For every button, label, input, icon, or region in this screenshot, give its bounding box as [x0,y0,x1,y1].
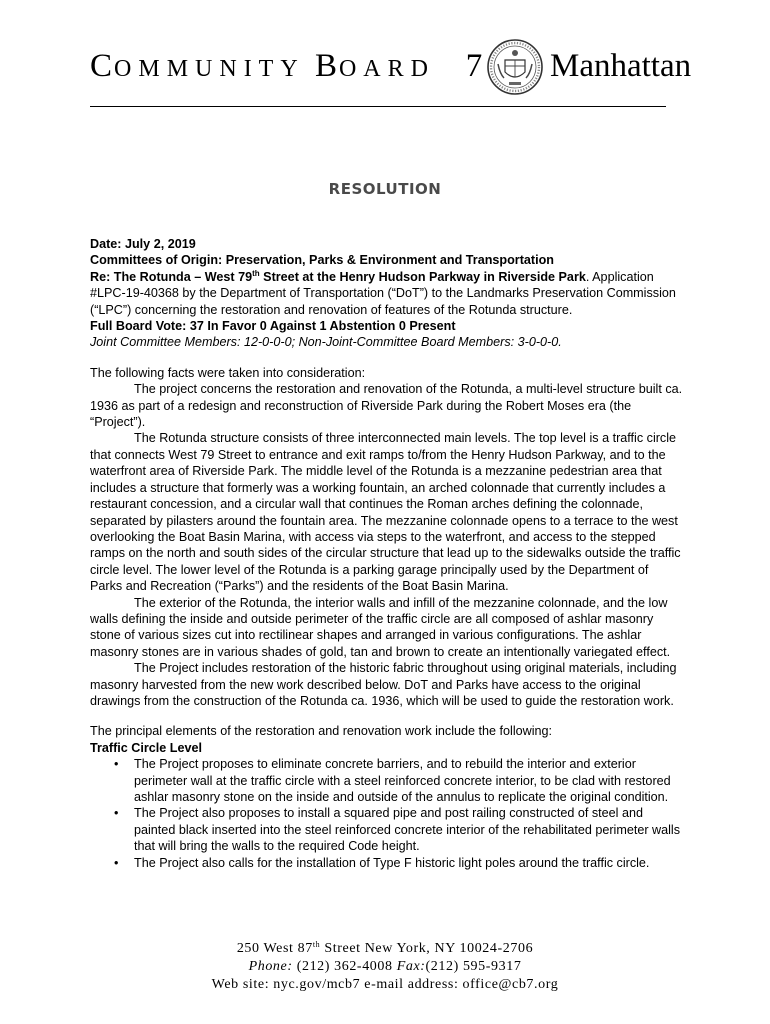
fact-paragraph: The Project includes restoration of the historic fabric throughout using original materials, including masonry harvested from the new work described below. DoT and Parks have access to the original drawings from the construction of the Rotunda ca. 1936, which will be used to guide the restoration work. [90,661,677,708]
board-name [90,48,484,85]
elements-intro: The principal elements of the restoration and renovation work include the following: [90,724,553,739]
subject-title-sup: th [252,268,260,278]
spacer [90,351,684,365]
document-title: RESOLUTION [328,180,442,198]
facts-intro: The following facts were taken into consideration: [90,365,366,380]
spacer [90,709,684,723]
phone-label: Phone: [248,959,293,974]
fax-number: (212) 595-9317 [425,959,522,974]
fact-paragraph: The project concerns the restoration and renovation of the Rotunda, a multi-level structure built ca. 1936 as part of a redesign and reconstruction of Riverside Park during the Robert Moses era (the “Project”). [90,382,683,430]
letterhead [90,44,692,104]
board-name-initial-c: C [90,48,115,84]
subject-title-a: Re: The Rotunda – West 79 [90,269,253,284]
list-item: • The Project also calls for the installation of Type F historic light poles around the traffic circle. [134,855,684,871]
letterhead-footer [0,940,770,994]
footer-address-a: 250 West 87 [236,941,313,956]
footer-phone-fax [0,958,770,976]
footer-address-b: Street New York, NY 10024-2706 [320,941,534,956]
fact-paragraph: The exterior of the Rotunda, the interior walls and infill of the mezzanine colonnade, and the low walls defining the inside and outside perimeter of the traffic circle are all composed of ashlar masonry stone of various sizes cut into rectilinear shapes and arranged in various configurations. The ashlar masonry stones are in various shades of gold, tan and brown to create an intentionally variegated effect. [90,595,671,659]
committee-vote: Joint Committee Members: 12-0-0-0; Non-Joint-Committee Board Members: 3-0-0-0. [90,335,562,350]
footer-address-sup: th [312,940,321,949]
board-name-community: OMMUNITY [114,56,305,82]
subject-title-b: Street at the Henry Hudson Parkway in Riverside Park [259,269,586,284]
footer-web-email: Web site: nyc.gov/mcb7 e-mail address: office@cb7.org [211,977,559,992]
board-number: 7 [465,48,485,84]
committees-of-origin: Committees of Origin: Preservation, Parks & Environment and Transportation [90,253,554,268]
subject-description: . Application #LPC-19-40368 by the Department of Transportation (“DoT”) to the Landmarks Preservation Commission (“LPC”) concerning the restoration and renovation of features of the Rotunda structure. [90,269,676,317]
letterhead-divider [90,106,666,107]
phone-number: (212) 362-4008 [292,959,397,974]
fact-paragraph: The Rotunda structure consists of three interconnected main levels. The top level is a traffic circle that connects West 79 Street to entrance and exit ramps to/from the Henry Hudson Parkway, and to the waterfront area of Riverside Park. The middle level of the Rotunda is a mezzanine pedestrian area that includes a structure that formerly was a working fountain, an arched colonnade that currently includes a restaurant concession, and a circular wall that continues the Roman arches defining the colonnade, separated by pilasters around the fountain area. The mezzanine colonnade opens to a terrace to the west overlooking the Boat Basin Marina, with access via steps to the waterfront, and access to the stepped ramps on the north and south sides of the circular structure that lead up to the sidewalks outside the traffic circle level. The lower level of the Rotunda is a parking garage principally used by the Department of Parks and Recreation (“Parks”) and the residents of the Boat Basin Marina. [90,431,681,594]
list-item: • The Project also proposes to install a squared pipe and post railing constructed of steel and painted black inserted into the steel reinforced concrete interior of the rehabilitated perimeter walls that will bring the walls to the required Code height. [134,805,684,854]
borough-name: Manhattan [550,48,692,84]
list-item: • The Project proposes to eliminate concrete barriers, and to rebuild the interior and exterior perimeter wall at the traffic circle with a steel reinforced concrete interior, to be clad with restored ashlar masonry stone on the inside and outside of the annulus to replicate the original condition. [134,756,684,805]
nyc-seal-icon [486,38,544,96]
resolution-body [90,236,684,871]
board-name-initial-b: B [314,48,339,84]
fax-label: Fax: [396,959,426,974]
section-heading: Traffic Circle Level [90,740,202,755]
elements-list [90,756,684,871]
full-board-vote: Full Board Vote: 37 In Favor 0 Against 1 Abstention 0 Present [90,319,456,334]
resolution-subject [90,269,684,318]
footer-address [0,940,770,958]
resolution-date: Date: July 2, 2019 [90,237,196,251]
board-name-board: OARD [338,56,435,82]
